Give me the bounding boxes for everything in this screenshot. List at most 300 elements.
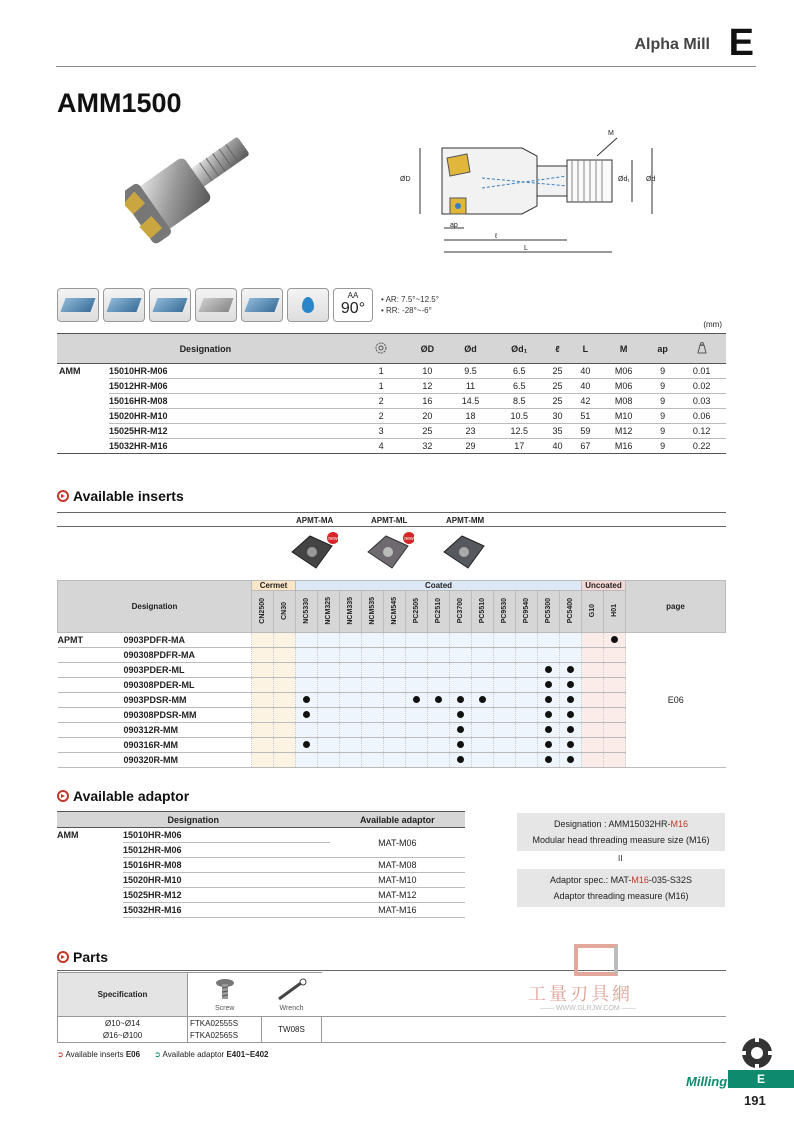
grade-cell <box>252 738 274 753</box>
rake-angles: • AR: 7.5°~12.5° • RR: -28°~-6° <box>381 295 439 315</box>
insert-ma-image <box>288 530 338 574</box>
grade-cell <box>318 678 340 693</box>
designation-cell: 090316R-MM <box>124 738 252 753</box>
grade-cell <box>538 753 560 768</box>
grade-cell <box>252 648 274 663</box>
grade-cell <box>604 663 626 678</box>
grade-cell <box>472 708 494 723</box>
grade-cell <box>472 678 494 693</box>
group-cell <box>58 723 124 738</box>
grade-cell <box>538 708 560 723</box>
page-ref[interactable]: E06 <box>626 633 726 768</box>
value-cell: 14.5 <box>446 394 495 409</box>
availability-dot <box>567 681 574 688</box>
value-cell: 4 <box>354 439 409 454</box>
grade-cell <box>252 663 274 678</box>
designation-cell: 15012HR-M06 <box>109 379 354 394</box>
svg-text:new: new <box>404 536 414 542</box>
designation-cell: 15020HR-M10 <box>109 409 354 424</box>
grade-cell <box>362 648 384 663</box>
ins-col-designation: Designation <box>58 581 252 633</box>
dim-m: M <box>608 130 614 137</box>
table-row <box>57 903 465 918</box>
value-cell: 23 <box>446 424 495 439</box>
grade-cell <box>494 708 516 723</box>
parts-heading: Parts <box>57 949 108 965</box>
grade-cell <box>582 723 604 738</box>
grade-header: PC5400 <box>560 591 582 633</box>
availability-dot <box>457 756 464 763</box>
grade-cell <box>516 678 538 693</box>
value-cell: 9 <box>648 424 677 439</box>
grade-cell <box>274 738 296 753</box>
grade-group-coated: Coated <box>296 581 582 591</box>
grade-cell <box>252 723 274 738</box>
grade-cell <box>406 693 428 708</box>
grade-cell <box>516 723 538 738</box>
grade-header: NC5330 <box>296 591 318 633</box>
value-cell: 9 <box>648 394 677 409</box>
col-L: L <box>571 334 599 364</box>
grade-cell <box>560 633 582 648</box>
value-cell: 9 <box>648 364 677 379</box>
grade-cell <box>318 693 340 708</box>
grade-cell <box>450 738 472 753</box>
table-row <box>57 394 726 409</box>
availability-dot <box>457 741 464 748</box>
grade-cell <box>362 753 384 768</box>
grade-cell <box>538 633 560 648</box>
grade-cell <box>428 693 450 708</box>
screw-icon <box>210 977 240 1003</box>
designation-cell: 15016HR-M08 <box>109 394 354 409</box>
value-cell: 40 <box>571 364 599 379</box>
grade-cell <box>538 693 560 708</box>
grade-cell <box>274 753 296 768</box>
grade-cell <box>604 723 626 738</box>
availability-dot <box>457 711 464 718</box>
grade-cell <box>406 723 428 738</box>
grade-cell <box>340 738 362 753</box>
value-cell: 0.01 <box>677 364 726 379</box>
grade-cell <box>296 648 318 663</box>
value-cell: 6.5 <box>495 379 544 394</box>
dim-L: L <box>524 245 528 252</box>
ref-adaptor[interactable]: ➲ Available adaptor E401~E402 <box>154 1050 269 1059</box>
group-cell <box>58 648 124 663</box>
grade-cell <box>582 708 604 723</box>
col-m: M <box>599 334 648 364</box>
grade-cell <box>296 738 318 753</box>
designation-cell: 15032HR-M16 <box>123 903 330 918</box>
value-cell: 25 <box>544 364 572 379</box>
grade-cell <box>604 738 626 753</box>
insert-type-mm: APMT-MM <box>446 516 485 525</box>
grade-cell <box>516 708 538 723</box>
grade-cell <box>318 663 340 678</box>
grade-cell <box>582 753 604 768</box>
grade-cell <box>516 693 538 708</box>
grade-cell <box>274 633 296 648</box>
grade-cell <box>340 723 362 738</box>
dim-d: Ød <box>646 176 656 183</box>
grade-cell <box>296 633 318 648</box>
grade-cell <box>340 663 362 678</box>
availability-dot <box>545 696 552 703</box>
grade-cell <box>384 693 406 708</box>
table-row <box>57 873 465 888</box>
grade-group-uncoated: Uncoated <box>582 581 626 591</box>
availability-dot <box>303 741 310 748</box>
grade-cell <box>472 753 494 768</box>
grade-header: CN30 <box>274 591 296 633</box>
dim-od: ØD <box>400 176 411 183</box>
adaptor-cell: MAT-M08 <box>330 858 465 873</box>
teeth-icon <box>375 342 387 354</box>
value-cell: 0.03 <box>677 394 726 409</box>
col-ap: ap <box>648 334 677 364</box>
grade-cell <box>318 633 340 648</box>
page-number: 191 <box>744 1093 766 1108</box>
group-cell <box>57 888 123 903</box>
value-cell: 32 <box>409 439 447 454</box>
grade-header: PC3700 <box>450 591 472 633</box>
grade-cell <box>362 663 384 678</box>
inserts-divider <box>57 512 726 513</box>
ins-col-page: page <box>626 581 726 633</box>
grade-cell <box>560 738 582 753</box>
grade-cell <box>340 753 362 768</box>
grade-cell <box>340 648 362 663</box>
shoulder-milling-icon <box>57 288 99 322</box>
grade-cell <box>494 753 516 768</box>
product-title: AMM1500 <box>57 88 182 118</box>
value-cell: 51 <box>571 409 599 424</box>
grade-cell <box>604 648 626 663</box>
grade-cell <box>450 663 472 678</box>
weight-icon <box>695 342 709 354</box>
value-cell: 6.5 <box>495 364 544 379</box>
grade-cell <box>472 723 494 738</box>
grade-cell <box>494 678 516 693</box>
availability-dot <box>303 696 310 703</box>
inserts-subdivider <box>57 526 726 527</box>
value-cell: M12 <box>599 424 648 439</box>
group-cell <box>57 903 123 918</box>
grade-cell <box>318 738 340 753</box>
value-cell: 9 <box>648 409 677 424</box>
adaptor-heading: Available adaptor <box>57 788 189 804</box>
group-cell: AMM <box>59 366 81 377</box>
availability-dot <box>435 696 442 703</box>
grade-cell <box>560 693 582 708</box>
group-cell <box>58 693 124 708</box>
availability-dot <box>545 666 552 673</box>
grade-cell <box>450 678 472 693</box>
availability-dot <box>545 756 552 763</box>
grade-cell <box>318 723 340 738</box>
plunging-icon <box>195 288 237 322</box>
grade-cell <box>428 663 450 678</box>
grade-cell <box>450 693 472 708</box>
adaptor-cell: MAT-M16 <box>330 903 465 918</box>
availability-dot <box>545 711 552 718</box>
grade-cell <box>296 708 318 723</box>
table-row <box>57 424 726 439</box>
designation-cell: 15032HR-M16 <box>109 439 354 454</box>
screw-cell: Screw <box>188 973 262 1017</box>
grade-cell <box>538 723 560 738</box>
ramping-icon <box>149 288 191 322</box>
value-cell: 29 <box>446 439 495 454</box>
availability-dot <box>611 636 618 643</box>
availability-dot <box>457 696 464 703</box>
col-weight <box>677 334 726 364</box>
header-divider <box>56 66 756 67</box>
grade-cell <box>252 693 274 708</box>
grade-header: CN2500 <box>252 591 274 633</box>
grade-cell <box>604 678 626 693</box>
grade-cell <box>494 693 516 708</box>
parts-spec-values: Ø10~Ø14 Ø16~Ø100 <box>58 1017 188 1043</box>
group-cell <box>57 394 109 409</box>
value-cell: 1 <box>354 379 409 394</box>
value-cell: 10 <box>409 364 447 379</box>
grade-cell <box>472 663 494 678</box>
grade-cell <box>362 678 384 693</box>
grade-cell <box>560 648 582 663</box>
table-row <box>58 633 726 648</box>
grade-cell <box>296 753 318 768</box>
value-cell: 67 <box>571 439 599 454</box>
grade-cell <box>582 648 604 663</box>
coolant-icon <box>287 288 329 322</box>
grade-cell <box>362 723 384 738</box>
grade-header: PC2510 <box>428 591 450 633</box>
grade-cell <box>494 723 516 738</box>
grade-header: PC9530 <box>494 591 516 633</box>
designation-cell: 15016HR-M08 <box>123 858 330 873</box>
availability-dot <box>545 681 552 688</box>
value-cell: 11 <box>446 379 495 394</box>
ref-inserts[interactable]: ➲ Available inserts E06 <box>57 1050 141 1059</box>
value-cell: 0.12 <box>677 424 726 439</box>
grade-cell <box>604 708 626 723</box>
group-cell <box>58 753 124 768</box>
grade-cell <box>538 663 560 678</box>
grade-cell <box>274 663 296 678</box>
availability-dot <box>413 696 420 703</box>
value-cell: 0.06 <box>677 409 726 424</box>
adaptor-spec-note: Adaptor spec.: MAT-M16-035-S32S Adaptor threading measure (M16) <box>517 869 725 907</box>
footer-references <box>57 1050 269 1059</box>
value-cell: 17 <box>495 439 544 454</box>
grade-cell <box>406 678 428 693</box>
grade-cell <box>274 648 296 663</box>
grade-cell <box>428 708 450 723</box>
table-row <box>58 723 726 738</box>
value-cell: 40 <box>544 439 572 454</box>
wrench-icon <box>275 977 309 1003</box>
grade-cell <box>252 708 274 723</box>
value-cell: 12 <box>409 379 447 394</box>
designation-cell: 15012HR-M06 <box>123 843 330 858</box>
dim-ap: ap <box>450 222 458 229</box>
grade-cell <box>538 738 560 753</box>
grade-cell <box>472 633 494 648</box>
designation-cell: 0903PDSR-MM <box>124 693 252 708</box>
value-cell: 1 <box>354 364 409 379</box>
grade-cell <box>252 678 274 693</box>
adp-col-adaptor: Available adaptor <box>330 812 465 828</box>
adp-col-designation: Designation <box>57 812 330 828</box>
section-title: Alpha Mill <box>634 36 710 53</box>
availability-dot <box>567 756 574 763</box>
grade-cell <box>384 753 406 768</box>
group-cell <box>57 858 123 873</box>
value-cell: 42 <box>571 394 599 409</box>
grade-cell <box>384 663 406 678</box>
table-row <box>57 379 726 394</box>
adaptor-cell: MAT-M06 <box>330 828 465 858</box>
value-cell: 2 <box>354 394 409 409</box>
grade-cell <box>428 738 450 753</box>
grade-cell <box>450 723 472 738</box>
grade-cell <box>560 708 582 723</box>
value-cell: M10 <box>599 409 648 424</box>
value-cell: 25 <box>544 379 572 394</box>
grade-cell <box>296 663 318 678</box>
value-cell: 30 <box>544 409 572 424</box>
grade-cell <box>428 753 450 768</box>
insert-type-ma: APMT-MA <box>296 516 334 525</box>
col-teeth <box>354 334 409 364</box>
grade-cell <box>340 693 362 708</box>
arrow-circle-icon <box>57 951 69 963</box>
arrow-circle-icon <box>57 490 69 502</box>
value-cell: M06 <box>599 379 648 394</box>
availability-dot <box>545 741 552 748</box>
insert-ml-image <box>364 530 414 574</box>
table-row <box>58 753 726 768</box>
value-cell: 25 <box>544 394 572 409</box>
availability-dot <box>567 726 574 733</box>
designation-cell: 0903PDER-ML <box>124 663 252 678</box>
grade-cell <box>296 723 318 738</box>
grade-header: NCM545 <box>384 591 406 633</box>
value-cell: 35 <box>544 424 572 439</box>
grade-header: NCM325 <box>318 591 340 633</box>
designation-cell: 15010HR-M06 <box>123 828 330 843</box>
grade-cell <box>296 693 318 708</box>
grade-cell <box>604 633 626 648</box>
group-cell <box>58 708 124 723</box>
grade-cell <box>428 633 450 648</box>
availability-dot <box>567 696 574 703</box>
col-d: Ød <box>446 334 495 364</box>
designation-cell: 15025HR-M12 <box>123 888 330 903</box>
group-cell <box>58 678 124 693</box>
grade-cell <box>274 693 296 708</box>
table-row <box>58 708 726 723</box>
table-row <box>57 364 726 379</box>
grade-cell <box>318 708 340 723</box>
spec-table <box>57 333 726 454</box>
grade-cell <box>428 678 450 693</box>
grade-cell <box>362 633 384 648</box>
inserts-heading: Available inserts <box>57 488 184 504</box>
designation-cell: 0903PDFR-MA <box>124 633 252 648</box>
grade-cell <box>318 648 340 663</box>
grade-cell <box>384 633 406 648</box>
grade-cell <box>450 648 472 663</box>
table-row <box>57 858 465 873</box>
grade-cell <box>384 678 406 693</box>
grade-cell <box>472 738 494 753</box>
grade-cell <box>494 738 516 753</box>
grade-cell <box>516 648 538 663</box>
table-row <box>58 738 726 753</box>
availability-dot <box>303 711 310 718</box>
grade-group-cermet: Cermet <box>252 581 296 591</box>
value-cell: 18 <box>446 409 495 424</box>
grade-cell <box>582 693 604 708</box>
grade-cell <box>472 648 494 663</box>
adaptor-cell: MAT-M10 <box>330 873 465 888</box>
feature-icons <box>57 288 439 322</box>
grade-cell <box>604 693 626 708</box>
grade-header: G10 <box>582 591 604 633</box>
group-cell <box>57 873 123 888</box>
table-row <box>58 693 726 708</box>
group-cell: AMM <box>57 830 79 841</box>
value-cell: 16 <box>409 394 447 409</box>
grade-cell <box>494 648 516 663</box>
grade-cell <box>340 678 362 693</box>
unit-label: (mm) <box>703 320 722 329</box>
col-od: ØD <box>409 334 447 364</box>
grade-cell <box>516 753 538 768</box>
grade-cell <box>362 708 384 723</box>
value-cell: 0.02 <box>677 379 726 394</box>
grade-cell <box>582 678 604 693</box>
grade-cell <box>560 678 582 693</box>
grade-header: H01 <box>604 591 626 633</box>
grade-cell <box>340 708 362 723</box>
grade-cell <box>384 648 406 663</box>
wrench-cell: Wrench <box>262 973 322 1017</box>
insert-type-ml: APMT-ML <box>371 516 408 525</box>
designation-cell: 15010HR-M06 <box>109 364 354 379</box>
availability-dot <box>457 726 464 733</box>
slotting-icon <box>103 288 145 322</box>
grade-cell <box>274 678 296 693</box>
value-cell: 9 <box>648 439 677 454</box>
grade-cell <box>406 738 428 753</box>
value-cell: M16 <box>599 439 648 454</box>
grade-cell <box>450 753 472 768</box>
value-cell: 40 <box>571 379 599 394</box>
watermark-url: —— WWW.GLRJW.COM —— <box>540 1005 636 1012</box>
grade-cell <box>472 693 494 708</box>
value-cell: 25 <box>409 424 447 439</box>
grade-header: NCM335 <box>340 591 362 633</box>
insert-mm-image <box>440 530 490 574</box>
watermark-text: 工量刃具網 <box>528 984 633 1004</box>
svg-text:new: new <box>328 536 338 542</box>
grade-cell <box>560 723 582 738</box>
grade-cell <box>582 738 604 753</box>
